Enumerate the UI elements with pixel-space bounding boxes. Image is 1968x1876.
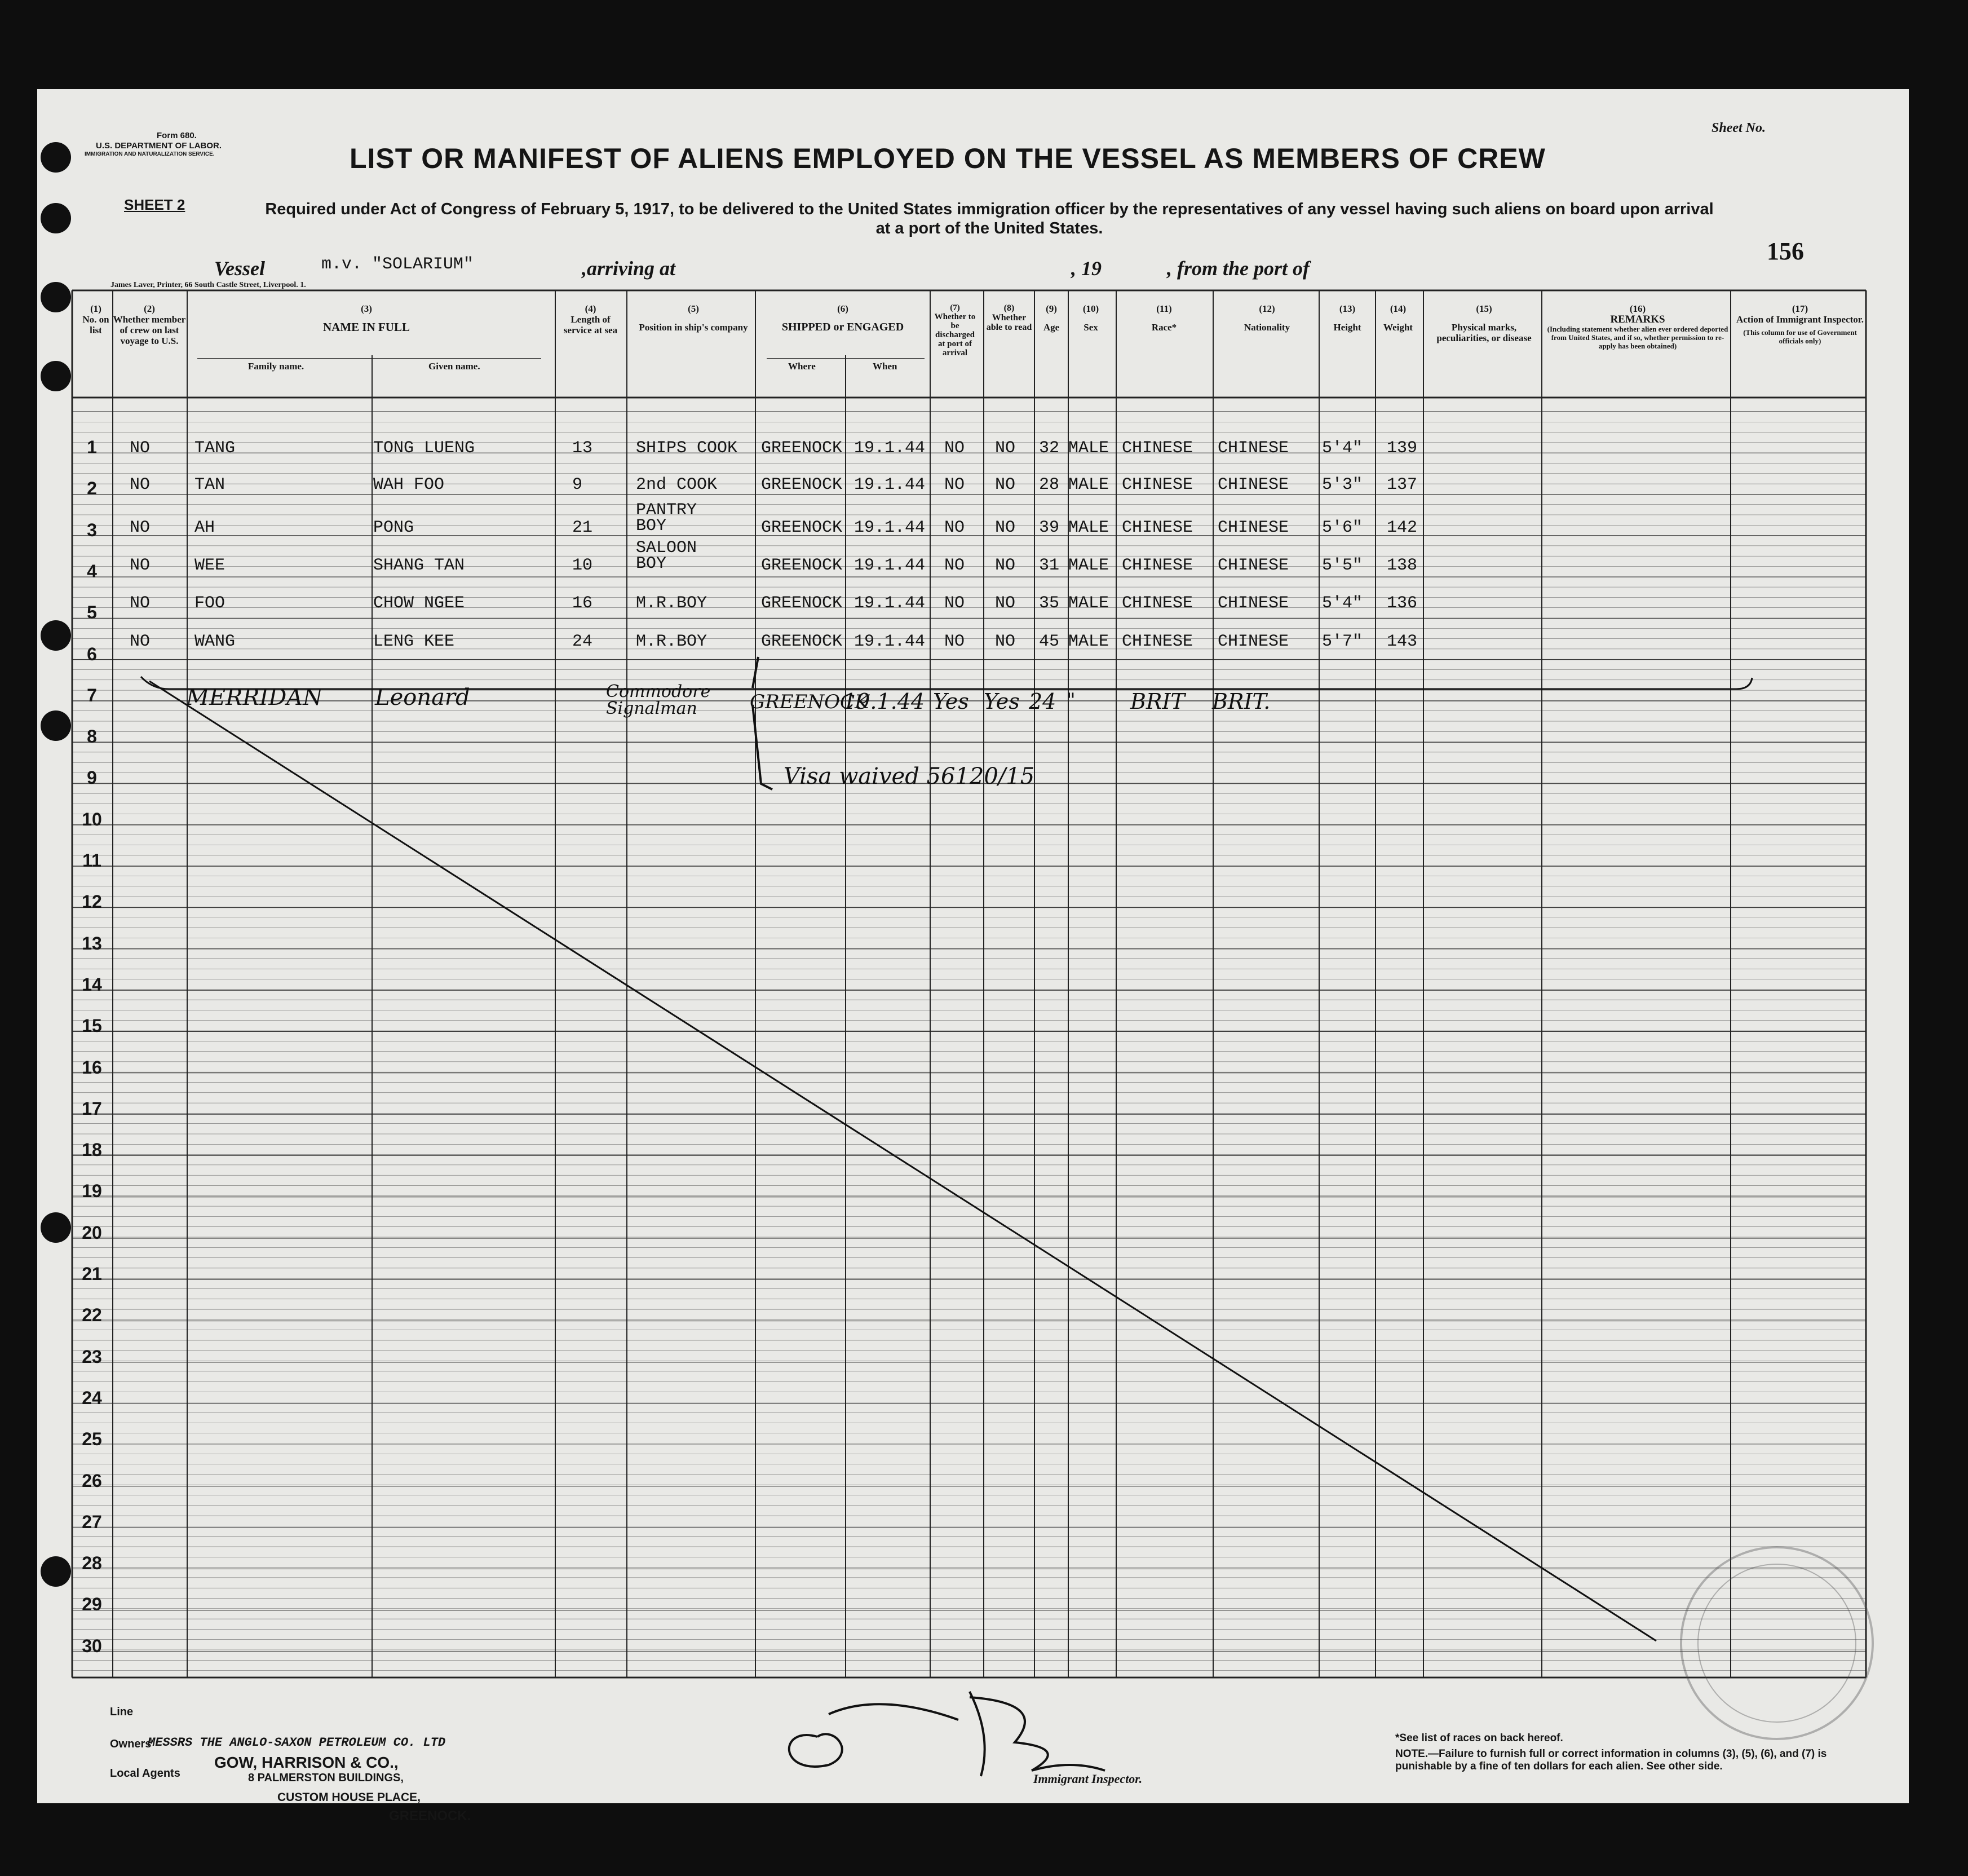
- department-label: U.S. DEPARTMENT OF LABOR.: [96, 141, 222, 151]
- crew-height: 5'4": [1322, 594, 1363, 613]
- row-number: 29: [82, 1594, 102, 1615]
- crew-age: 31: [1039, 555, 1060, 575]
- sheet-no-label: Sheet No.: [1712, 121, 1766, 135]
- row-number: 14: [82, 974, 102, 995]
- crew-read: NO: [995, 439, 1016, 458]
- page-title: LIST OR MANIFEST OF ALIENS EMPLOYED ON THE VESSEL AS MEMBERS OF CREW: [350, 143, 1546, 174]
- crew-family: WANG: [194, 632, 236, 651]
- row-number: 18: [82, 1140, 102, 1160]
- crew-age: 28: [1039, 475, 1060, 495]
- row-number: 4: [87, 560, 97, 581]
- crew-position: SHIPS COOK: [636, 439, 738, 458]
- crew-last-voyage: NO: [130, 439, 151, 458]
- crew-service: 24: [572, 632, 593, 651]
- row-number: 16: [82, 1057, 102, 1078]
- col-10-header: (10) Sex: [1082, 303, 1099, 333]
- crew-sex: MALE: [1068, 439, 1109, 458]
- year-label: , 19: [1071, 257, 1102, 280]
- row-number: 25: [82, 1429, 102, 1450]
- crew-nationality: CHINESE: [1218, 555, 1289, 575]
- crew-read: NO: [995, 594, 1016, 613]
- crew-last-voyage: NO: [130, 475, 151, 495]
- inspector-label: Immigrant Inspector.: [1033, 1772, 1143, 1786]
- crew-position: M.R.BOY: [636, 632, 707, 651]
- given-name-subheader: Given name.: [428, 361, 480, 372]
- row-number: 3: [87, 519, 97, 540]
- crew-where: GREENOCK: [761, 439, 843, 458]
- service-label: IMMIGRATION AND NATURALIZATION SERVICE.: [85, 151, 215, 157]
- row-number: 10: [82, 809, 102, 829]
- crew-given: WAH FOO: [373, 475, 445, 495]
- hw-read: Yes: [984, 689, 1020, 714]
- vessel-label: Vessel: [214, 257, 265, 280]
- crew-discharged: NO: [944, 439, 965, 458]
- crew-race: CHINESE: [1122, 632, 1193, 651]
- row-number: 22: [82, 1305, 102, 1326]
- agent-stamp-line-4: GREENOCK.: [389, 1808, 471, 1824]
- row-number: 21: [82, 1264, 102, 1284]
- crew-weight: 137: [1387, 475, 1418, 495]
- row-number: 8: [87, 726, 97, 747]
- col-14-header: (14) Weight: [1383, 303, 1413, 333]
- crew-race: CHINESE: [1122, 555, 1193, 575]
- row-number: 28: [82, 1553, 102, 1574]
- hw-nationality: BRIT.: [1212, 689, 1271, 714]
- col-8-header: (8) Whether able to read: [986, 303, 1032, 332]
- crew-discharged: NO: [944, 518, 965, 537]
- from-port-label: , from the port of: [1167, 257, 1310, 280]
- hw-race: BRIT: [1130, 689, 1185, 714]
- line-label: Line: [110, 1706, 134, 1718]
- crew-weight: 143: [1387, 632, 1418, 651]
- crew-given: PONG: [373, 518, 414, 537]
- crew-age: 45: [1039, 632, 1060, 651]
- crew-height: 5'5": [1322, 555, 1363, 575]
- agent-stamp-line-2: 8 PALMERSTON BUILDINGS,: [248, 1772, 404, 1784]
- arriving-label: ,arriving at: [582, 257, 676, 280]
- crew-family: AH: [194, 518, 215, 537]
- crew-position: M.R.BOY: [636, 594, 707, 613]
- row-number: 1: [87, 437, 97, 457]
- row-number: 7: [87, 685, 97, 705]
- crew-nationality: CHINESE: [1218, 518, 1289, 537]
- subtitle: Required under Act of Congress of February 5, 1917, to be delivered to the United States immigration officer by the representatives of any vessel having such aliens on board upon arrival at a port of the United States.: [265, 200, 1714, 237]
- col-7-header: (7) Whether to be discharged at port of arrival: [934, 303, 976, 357]
- crew-height: 5'3": [1322, 475, 1363, 495]
- crew-when: 19.1.44: [854, 439, 926, 458]
- row-number: 15: [82, 1016, 102, 1036]
- col-6-header: (6) SHIPPED or ENGAGED: [781, 303, 904, 333]
- crew-service: 16: [572, 594, 593, 613]
- crew-discharged: NO: [944, 632, 965, 651]
- when-subheader: When: [873, 361, 897, 372]
- crew-sex: MALE: [1068, 632, 1109, 651]
- crew-where: GREENOCK: [761, 555, 843, 575]
- hw-visa-note: Visa waived 56120/15: [784, 763, 1035, 789]
- crew-family: FOO: [194, 594, 225, 613]
- crew-weight: 142: [1387, 518, 1418, 537]
- crew-nationality: CHINESE: [1218, 475, 1289, 495]
- crew-last-voyage: NO: [130, 594, 151, 613]
- crew-where: GREENOCK: [761, 518, 843, 537]
- crew-age: 32: [1039, 439, 1060, 458]
- row-number: 5: [87, 602, 97, 623]
- crew-race: CHINESE: [1122, 439, 1193, 458]
- row-number: 24: [82, 1387, 102, 1408]
- crew-last-voyage: NO: [130, 632, 151, 651]
- crew-sex: MALE: [1068, 518, 1109, 537]
- crew-race: CHINESE: [1122, 594, 1193, 613]
- col-12-header: (12) Nationality: [1244, 303, 1290, 333]
- hw-where: GREENOCK: [750, 691, 869, 713]
- agent-stamp-line-3: CUSTOM HOUSE PLACE,: [277, 1791, 421, 1804]
- crew-height: 5'4": [1322, 439, 1363, 458]
- crew-position: SALOON BOY: [636, 538, 697, 573]
- row-number: 13: [82, 933, 102, 954]
- crew-service: 13: [572, 439, 593, 458]
- sheet-label: SHEET 2: [124, 196, 185, 213]
- crew-sex: MALE: [1068, 594, 1109, 613]
- col-1-header: (1) No. on list: [82, 303, 109, 336]
- col-17-header: (17) Action of Immigrant Inspector. (This column for use of Government officials only): [1736, 303, 1864, 345]
- row-number: 23: [82, 1346, 102, 1367]
- hw-age: 24: [1029, 689, 1056, 714]
- crew-nationality: CHINESE: [1218, 594, 1289, 613]
- crew-read: NO: [995, 555, 1016, 575]
- row-number: 2: [87, 478, 97, 499]
- col-3-header: (3) NAME IN FULL: [322, 303, 410, 334]
- inspector-stamp: [1681, 1547, 1873, 1739]
- crew-family: TANG: [194, 439, 236, 458]
- crew-service: 9: [572, 475, 583, 495]
- where-subheader: Where: [788, 361, 816, 372]
- crew-race: CHINESE: [1122, 518, 1193, 537]
- crew-height: 5'7": [1322, 632, 1363, 651]
- crew-sex: MALE: [1068, 555, 1109, 575]
- crew-given: CHOW NGEE: [373, 594, 465, 613]
- crew-read: NO: [995, 518, 1016, 537]
- owners-value: MESSRS THE ANGLO-SAXON PETROLEUM CO. LTD: [148, 1736, 446, 1750]
- row-number: 26: [82, 1470, 102, 1491]
- crew-height: 5'6": [1322, 518, 1363, 537]
- crew-where: GREENOCK: [761, 632, 843, 651]
- crew-when: 19.1.44: [854, 518, 926, 537]
- crew-read: NO: [995, 475, 1016, 495]
- col-2-header: (2) Whether member of crew on last voyage to U.S.: [113, 303, 186, 346]
- local-agents-label: Local Agents: [110, 1767, 180, 1780]
- crew-discharged: NO: [944, 594, 965, 613]
- crew-position: PANTRY BOY: [636, 500, 697, 536]
- crew-family: TAN: [194, 475, 225, 495]
- legal-note: NOTE.—Failure to furnish full or correct information in columns (3), (5), (6), and (7) is punishable by a fine of ten dollars for each alien. See other side.: [1395, 1748, 1827, 1772]
- crew-when: 19.1.44: [854, 475, 926, 495]
- row-number: 20: [82, 1222, 102, 1243]
- col-4-header: (4) Length of service at sea: [563, 303, 618, 336]
- crew-when: 19.1.44: [854, 632, 926, 651]
- crew-sex: MALE: [1068, 475, 1109, 495]
- hw-sex: ": [1067, 689, 1076, 712]
- crew-where: GREENOCK: [761, 475, 843, 495]
- crew-when: 19.1.44: [854, 594, 926, 613]
- row-number: 6: [87, 643, 97, 664]
- page-number: 156: [1767, 237, 1804, 265]
- race-footnote: *See list of races on back hereof.: [1395, 1732, 1563, 1744]
- row-number: 17: [82, 1098, 102, 1119]
- row-number: 9: [87, 767, 97, 788]
- crew-family: WEE: [194, 555, 225, 575]
- form-number: Form 680.: [157, 131, 197, 140]
- crew-where: GREENOCK: [761, 594, 843, 613]
- family-name-subheader: Family name.: [248, 361, 304, 372]
- crew-service: 10: [572, 555, 593, 575]
- inspector-signature: [789, 1692, 1105, 1776]
- crew-service: 21: [572, 518, 593, 537]
- crew-discharged: NO: [944, 555, 965, 575]
- col-13-header: (13) Height: [1333, 303, 1361, 333]
- crew-given: TONG LUENG: [373, 439, 475, 458]
- owners-label: Owners: [110, 1738, 152, 1750]
- row-number: 12: [82, 891, 102, 912]
- crew-read: NO: [995, 632, 1016, 651]
- agent-stamp-line-1: GOW, HARRISON & CO.,: [214, 1754, 399, 1771]
- crew-when: 19.1.44: [854, 555, 926, 575]
- crew-age: 39: [1039, 518, 1060, 537]
- hw-given-name: Leonard: [375, 685, 470, 710]
- row-number: 30: [82, 1635, 102, 1656]
- col-15-header: (15) Physical marks, peculiarities, or disease: [1436, 303, 1532, 343]
- hw-position: Commodore Signalman: [606, 682, 711, 718]
- crew-last-voyage: NO: [130, 555, 151, 575]
- crew-given: SHANG TAN: [373, 555, 465, 575]
- vessel-name: m.v. "SOLARIUM": [321, 255, 474, 274]
- crew-age: 35: [1039, 594, 1060, 613]
- crew-discharged: NO: [944, 475, 965, 495]
- row-number: 27: [82, 1511, 102, 1532]
- row-number: 11: [82, 850, 101, 871]
- crew-race: CHINESE: [1122, 475, 1193, 495]
- col-5-header: (5) Position in ship's company: [639, 303, 748, 333]
- col-11-header: (11) Race*: [1151, 303, 1177, 333]
- hw-discharged: Yes: [933, 689, 969, 714]
- crew-weight: 139: [1387, 439, 1418, 458]
- col-16-header: (16) REMARKS (Including statement whether alien ever ordered deported from United States, and if so, whether permission to re-apply has been obtained): [1547, 303, 1728, 350]
- col-9-header: (9) Age: [1043, 303, 1060, 333]
- row-number: 19: [82, 1181, 102, 1202]
- crew-weight: 138: [1387, 555, 1418, 575]
- crew-weight: 136: [1387, 594, 1418, 613]
- hw-when: 19.1.44: [843, 689, 925, 714]
- crew-last-voyage: NO: [130, 518, 151, 537]
- crew-position: 2nd COOK: [636, 475, 718, 495]
- crew-nationality: CHINESE: [1218, 439, 1289, 458]
- crew-given: LENG KEE: [373, 632, 455, 651]
- hw-family-name: MERRIDAN: [186, 685, 323, 710]
- printer-credit: James Laver, Printer, 66 South Castle Street, Liverpool. 1.: [110, 281, 306, 289]
- crew-nationality: CHINESE: [1218, 632, 1289, 651]
